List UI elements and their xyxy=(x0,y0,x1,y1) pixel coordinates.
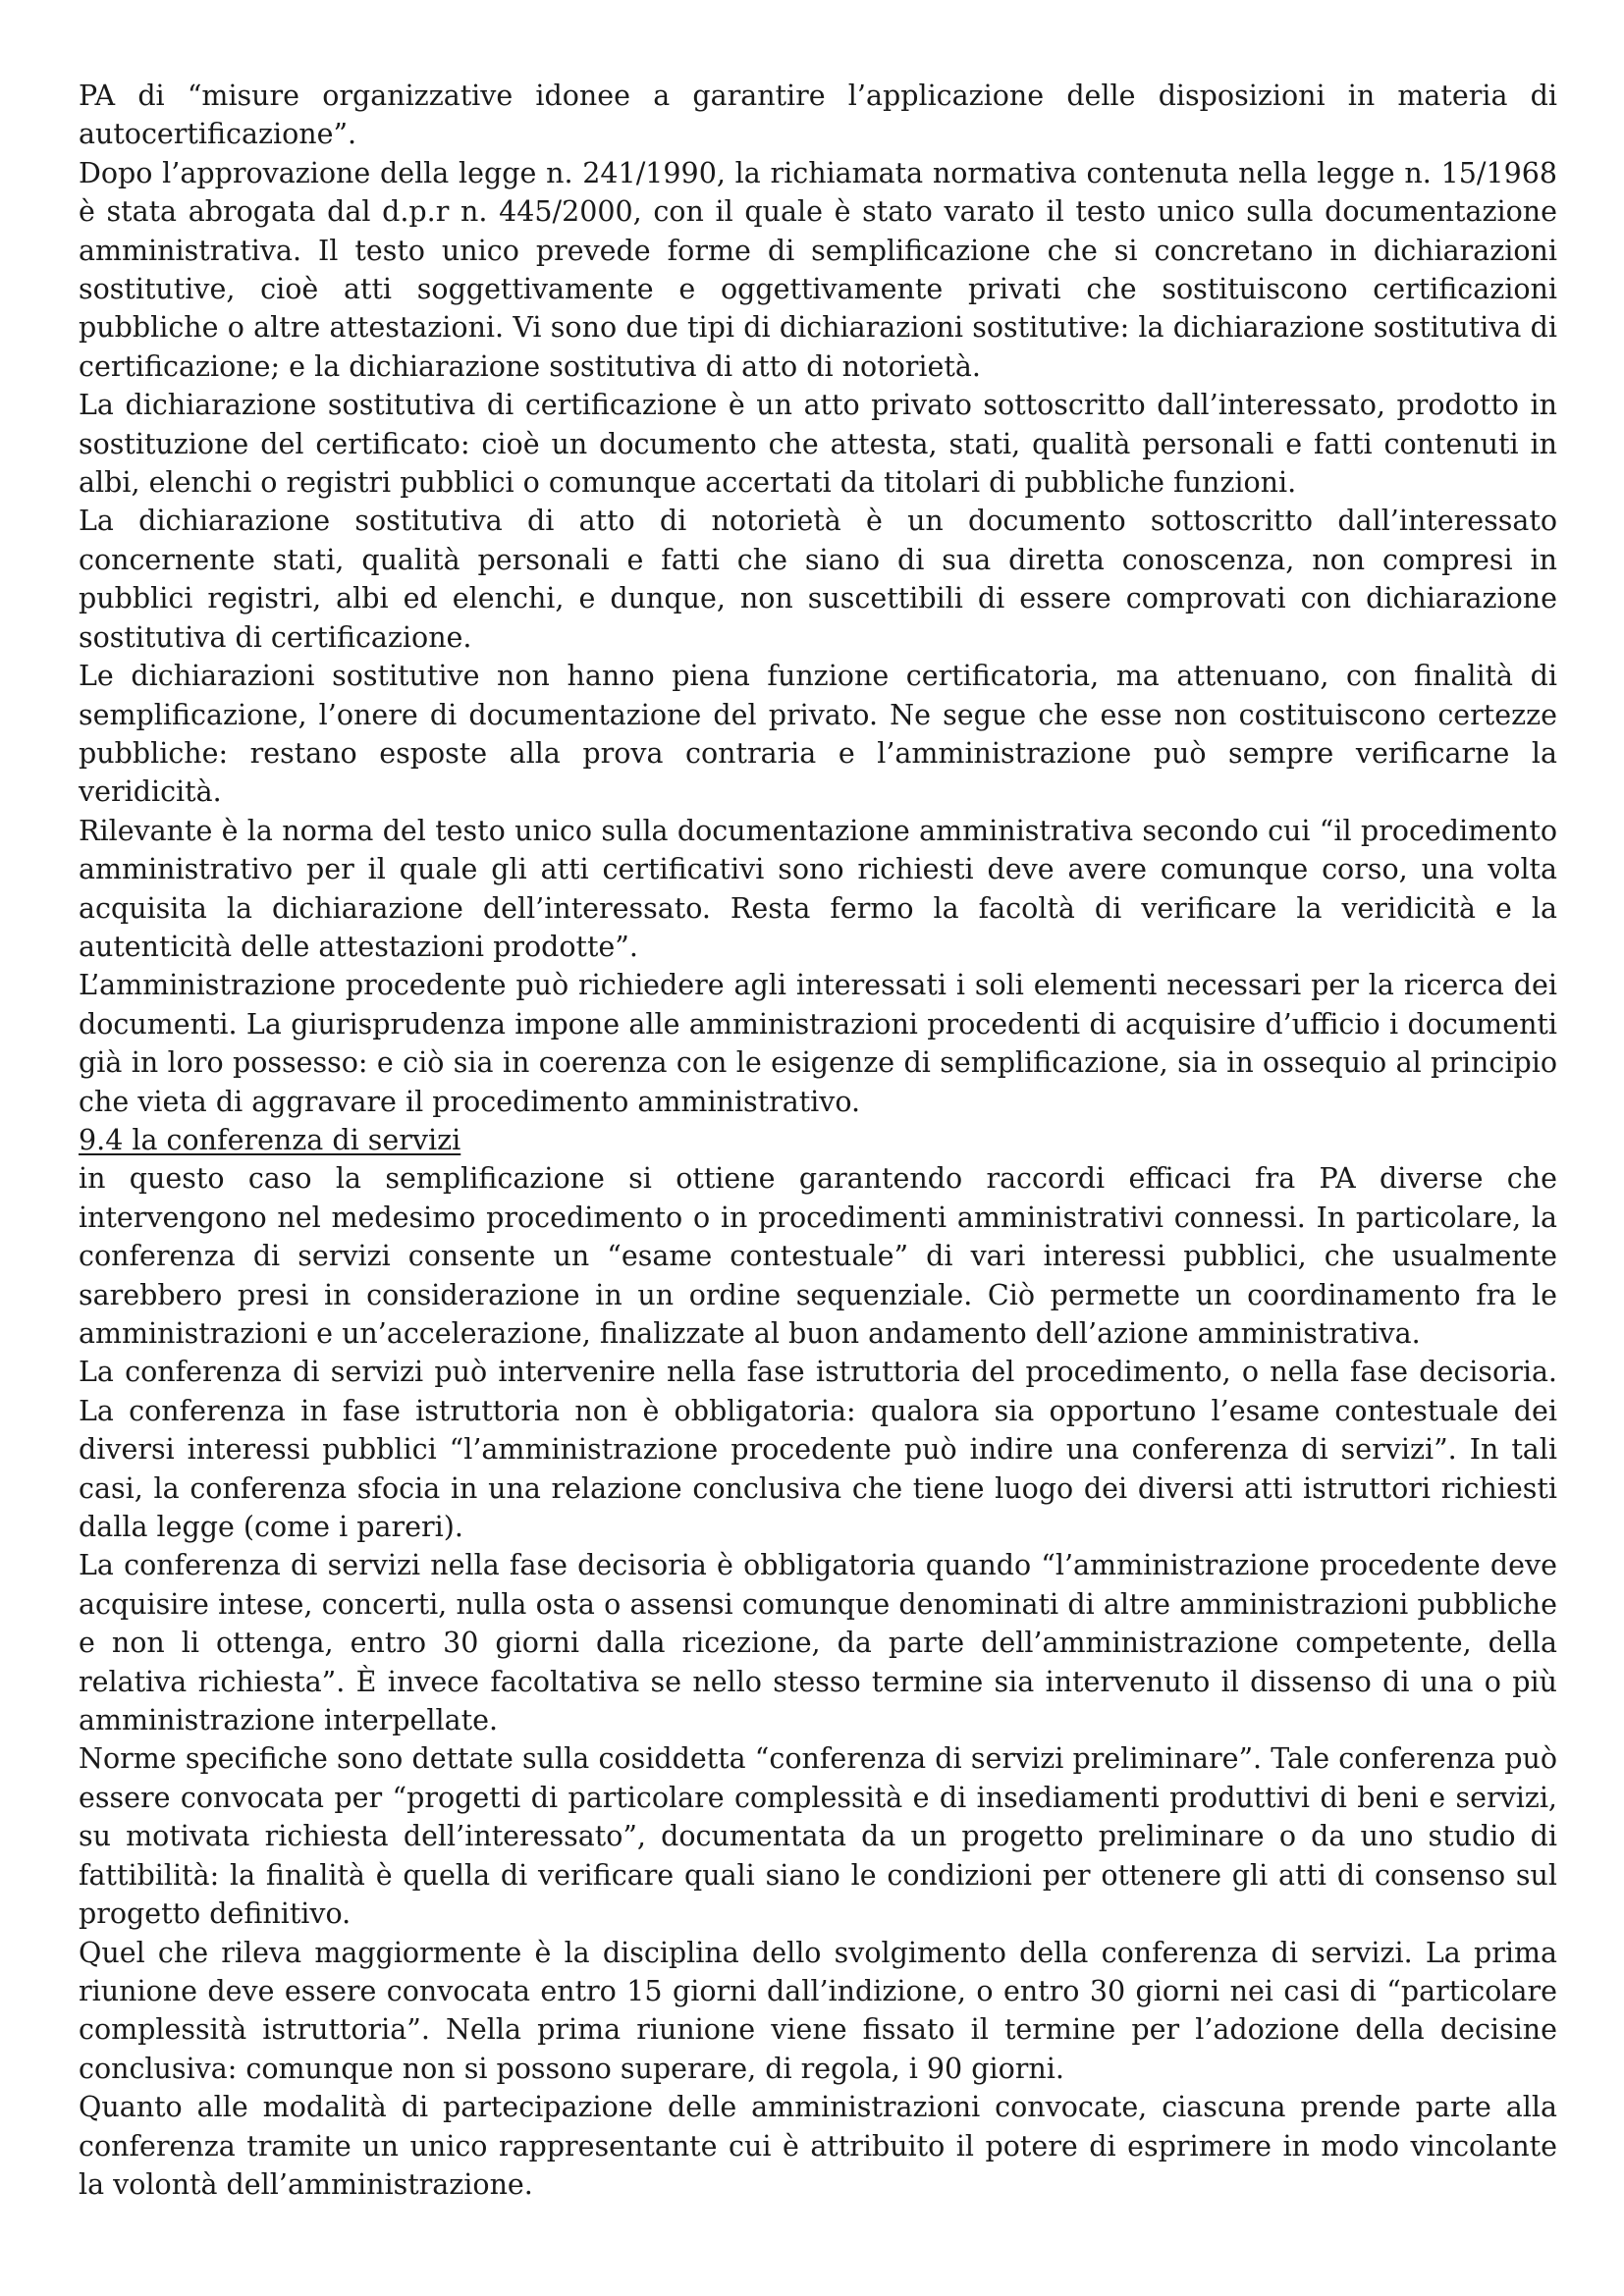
paragraph-conferenza-preliminare: Norme specifiche sono dettate sulla cosiddetta “conferenza di servizi preliminare”. Tale conferenza può essere convocata per “progetti di particolare complessità e di insediamenti produttivi di beni e servizi, su motivata richiesta dell’interessato”, documentata da un progetto preliminare o da uno studio di fattibilità: la finalità è quella di verificare quali siano le condizioni per ottenere gli atti di consenso sul progetto definitivo. xyxy=(79,1742,1557,1931)
paragraph-dichiarazione-notorieta: La dichiarazione sostitutiva di atto di notorietà è un documento sottoscritto dall’interessato concernente stati, qualità personali e fatti che siano di sua diretta conoscenza, non compresi in pubblici registri, albi ed elenchi, e dunque, non suscettibili di essere comprovati con dichiarazione sostitutiva di certificazione. xyxy=(79,505,1557,654)
paragraph-fase-istruttoria: La conferenza di servizi può intervenire nella fase istruttoria del procedimento, o nella fase decisoria. La conferenza in fase istruttoria non è obbligatoria: qualora sia opportuno l’esame contestuale dei diversi interessi pubblici “l’amministrazione procedente può indire una conferenza di servizi”. In tali casi, la conferenza sfocia in una relazione conclusiva che tiene luogo dei diversi atti istruttori richiesti dalla legge (come i pareri). xyxy=(79,1356,1557,1544)
paragraph-testo-unico: Dopo l’approvazione della legge n. 241/1990, la richiamata normativa contenuta nella legge n. 15/1968 è stata abrogata dal d.p.r n. 445/2000, con il quale è stato varato il testo unico sulla documentazione amministrativa. Il testo unico prevede forme di semplificazione che si concretano in dichiarazioni sostitutive, cioè atti soggettivamente e oggettivamente privati che sostituiscono certificazioni pubbliche o altre attestazioni. Vi sono due tipi di dichiarazioni sostitutive: la dichiarazione sostitutiva di certificazione; e la dichiarazione sostitutiva di atto di notorietà. xyxy=(79,156,1557,383)
paragraph-dichiarazione-certificazione: La dichiarazione sostitutiva di certificazione è un atto privato sottoscritto dall’interessato, prodotto in sostituzione del certificato: cioè un documento che attesta, stati, qualità personali e fatti contenuti in albi, elenchi o registri pubblici o comunque accertati da titolari di pubbliche funzioni. xyxy=(79,389,1557,500)
document-page xyxy=(79,77,1557,2204)
section-heading-text: 9.4 la conferenza di servizi xyxy=(79,1123,461,1156)
paragraph-amministrazione-procedente: L’amministrazione procedente può richiedere agli interessati i soli elementi necessari per la ricerca dei documenti. La giurisprudenza impone alle amministrazioni procedenti di acquisire d’ufficio i documenti già in loro possesso: e ciò sia in coerenza con le esigenze di semplificazione, sia in ossequio al principio che vieta di aggravare il procedimento amministrativo. xyxy=(79,969,1557,1118)
paragraph-semplificazione: in questo caso la semplificazione si ottiene garantendo raccordi efficaci fra PA diverse che intervengono nel medesimo procedimento o in procedimenti amministrativi connessi. In particolare, la conferenza di servizi consente un “esame contestuale” di vari interessi pubblici, che usualmente sarebbero presi in considerazione in un ordine sequenziale. Ciò permette un coordinamento fra le amministrazioni e un’accelerazione, finalizzate al buon andamento dell’azione amministrativa. xyxy=(79,1162,1557,1350)
paragraph-partecipazione: Quanto alle modalità di partecipazione delle amministrazioni convocate, ciascuna prende parte alla conferenza tramite un unico rappresentante cui è attribuito il potere di esprimere in modo vincolante la volontà dell’amministrazione. xyxy=(79,2091,1557,2201)
paragraph-funzione-certificatoria: Le dichiarazioni sostitutive non hanno piena funzione certificatoria, ma attenuano, con finalità di semplificazione, l’onere di documentazione del privato. Ne segue che esse non costituiscono certezze pubbliche: restano esposte alla prova contraria e l’amministrazione può sempre verificarne la veridicità. xyxy=(79,660,1557,809)
paragraph-autocertificazione: PA di “misure organizzative idonee a garantire l’applicazione delle disposizioni in materia di autocertificazione”. xyxy=(79,80,1557,151)
paragraph-norma-testo-unico: Rilevante è la norma del testo unico sulla documentazione amministrativa secondo cui “il procedimento amministrativo per il quale gli atti certificativi sono richiesti deve avere comunque corso, una volta acquisita la dichiarazione dell’interessato. Resta fermo la facoltà di verificare la veridicità e la autenticità delle attestazioni prodotte”. xyxy=(79,814,1557,963)
section-heading xyxy=(79,1121,1557,1159)
paragraph-svolgimento: Quel che rileva maggiormente è la disciplina dello svolgimento della conferenza di servizi. La prima riunione deve essere convocata entro 15 giorni dall’indizione, o entro 30 giorni nei casi di “particolare complessità istruttoria”. Nella prima riunione viene fissato il termine per l’adozione della decisine conclusiva: comunque non si possono superare, di regola, i 90 giorni. xyxy=(79,1936,1557,2085)
paragraph-fase-decisoria: La conferenza di servizi nella fase decisoria è obbligatoria quando “l’amministrazione procedente deve acquisire intese, concerti, nulla osta o assensi comunque denominati di altre amministrazioni pubbliche e non li ottenga, entro 30 giorni dalla ricezione, da parte dell’amministrazione competente, della relativa richiesta”. È invece facoltativa se nello stesso termine sia intervenuto il dissenso di una o più amministrazione interpellate. xyxy=(79,1549,1557,1737)
